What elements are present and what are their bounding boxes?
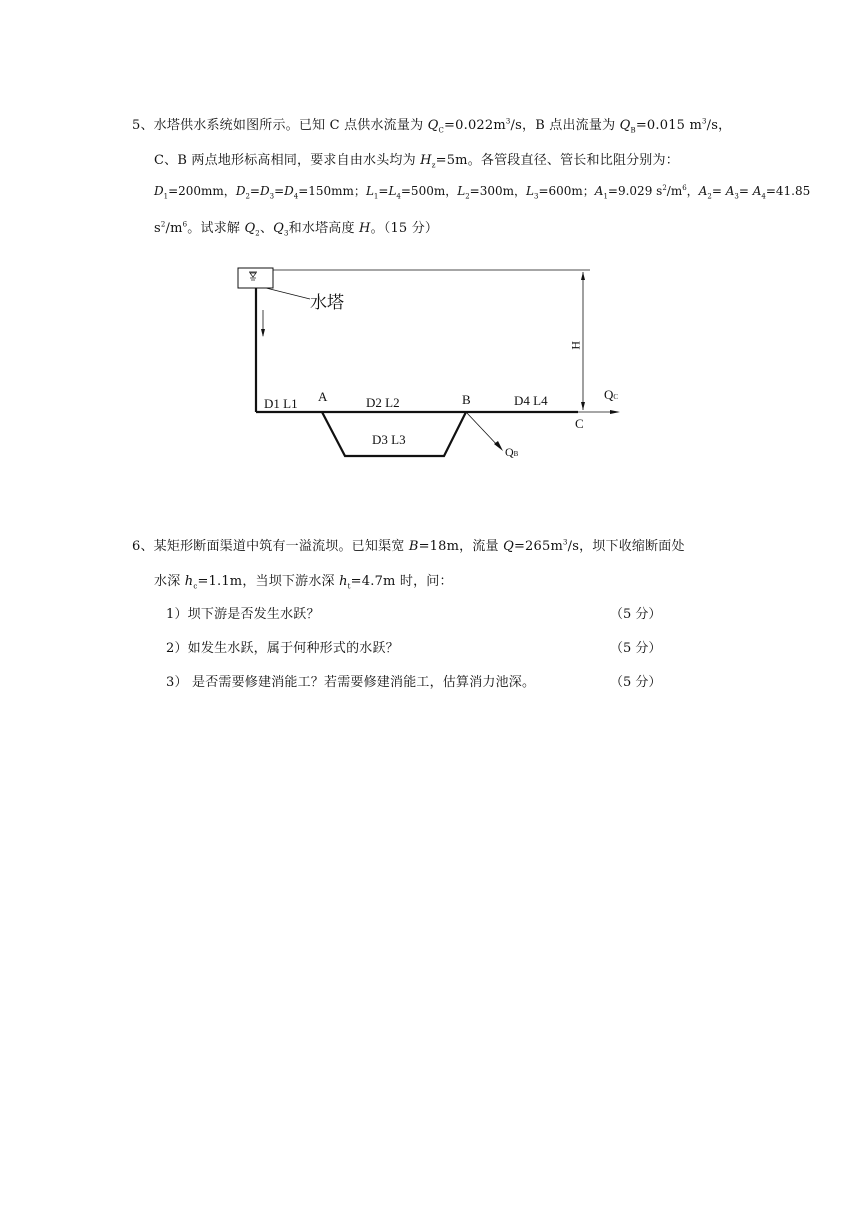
qc-label: QC — [604, 387, 619, 402]
pipe-network-diagram — [0, 0, 865, 500]
seg4-label: D4 L4 — [514, 393, 548, 408]
point-c-label: C — [575, 416, 584, 431]
qb-label: QB — [505, 445, 519, 459]
q6-item-1-score: （5 分） — [610, 607, 662, 622]
tower-leader-line — [266, 288, 310, 299]
qc-flow-arrow-icon — [578, 410, 620, 414]
q6-line-1: 6、某矩形断面渠道中筑有一溢流坝。已知渠宽 B=18m，流量 $Q=265m^3/s$，坝下收缩断面处 — [132, 538, 685, 554]
water-level-icon — [249, 272, 257, 280]
seg3-label: D3 L3 — [372, 432, 406, 447]
q6-item-3-score: （5 分） — [610, 675, 662, 690]
q6-item-1: 1）坝下游是否发生水跃？ — [166, 607, 320, 622]
seg1-label: D1 L1 — [264, 396, 298, 411]
point-b-label: B — [462, 392, 471, 407]
seg2-label: D2 L2 — [366, 395, 400, 410]
q5-line-3: $D_1=200mm$，$D_2=D_3=D_4=150mm$；$L_1=L_4=500m$，$L_2=300m$，$L_3=600m$；$A_1=9.029$ $s^2/m^6$，$A_2= A_3= A_4=41.85$ — [154, 184, 811, 201]
q5-line-2: C、B 两点地形标高相同，要求自由水头均为 $H_z=5m$。各管段直径、管长和比阻分别为： — [154, 153, 679, 170]
q6-item-2-score: （5 分） — [610, 641, 662, 656]
tower-label: 水塔 — [310, 293, 344, 312]
qb-flow-arrow-icon — [466, 412, 503, 451]
q5-line-1: 5、水塔供水系统如图所示。已知 C 点供水流量为 $Q_C=0.022m^3/s$，B 点出流量为 $Q_B=0.015$ $m^3/s$， — [132, 117, 732, 135]
q6-item-3: 3） 是否需要修建消能工？若需要修建消能工，估算消力池深。 — [166, 675, 536, 690]
flow-arrow-down-icon — [261, 310, 265, 337]
q5-line-4: $s^2/m^6$。试求解 $Q_2$、$Q_3$和水塔高度 H。（15 分） — [154, 220, 439, 238]
point-a-label: A — [318, 389, 328, 404]
height-label: H — [569, 341, 583, 350]
q6-item-2: 2）如发生水跃，属于何种形式的水跃？ — [166, 641, 399, 656]
q6-line-2: 水深 $h_c=1.1m$，当坝下游水深 $h_t=4.7m$ 时，问： — [154, 574, 453, 591]
